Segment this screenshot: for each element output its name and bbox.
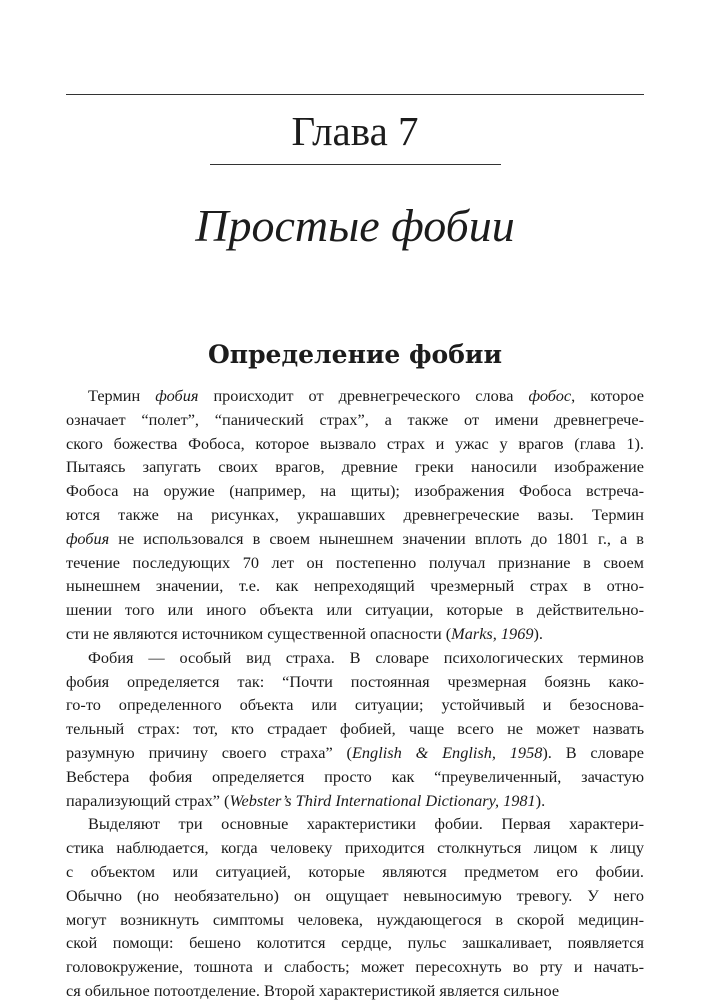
text-line [66,693,644,717]
text-span: головокружение, тошнота и слабость; может пересохнуть во рту и начать- [66,957,644,977]
text-line [66,574,644,598]
text-span: течение последующих 70 лет он постепенно получал признание в своем [66,552,644,572]
paragraph [66,646,644,813]
text-line [66,670,644,694]
text-span: означает “полет”, “панический страх”, а также от имени древнегрече- [66,409,644,429]
text-span: Пытаясь запугать своих врагов, древние греки наносили изображение [66,457,644,477]
text-span: разумную причину своего страха” ( [66,742,352,762]
text-line [66,598,644,622]
text-span: , которое [571,386,644,405]
paragraph [66,812,644,1002]
section-heading: Определение фобии [208,340,502,369]
text-line [66,551,644,575]
text-span: ). [533,623,543,643]
text-line [66,931,644,955]
text-span: тельный страх: тот, кто страдает фобией, чаще всего не может назвать [66,719,644,739]
paragraph [66,384,644,646]
text-line [66,622,644,646]
text-span: не использовался в своем нынешнем значении вплоть до 1801 г., а в [109,528,644,548]
text-line [66,955,644,979]
text-line [66,836,644,860]
text-line [66,812,644,836]
text-span: происходит от древнегреческого слова [198,386,529,405]
text-span: Вебстера фобия определяется просто как “преувеличенный, зачастую [66,766,644,786]
text-span: Фобия — особый вид страха. В словаре психологических терминов [88,647,644,667]
text-span: ются также на рисунках, украшавших древнегреческие вазы. Термин [66,504,644,524]
italic-text: Webster’s Third International Dictionary, 1981 [229,790,536,810]
body-text [66,384,644,1003]
text-line [66,408,644,432]
text-span: ского божества Фобоса, которое вызвало страх и ужас у врагов (глава 1). [66,433,644,453]
text-span: парализующий страх” ( [66,790,230,810]
chapter-title: Простые фобии [195,200,515,251]
text-span: Термин [88,386,156,405]
text-line [66,527,644,551]
text-line [66,979,644,1003]
text-span: шении того или иного объекта или ситуации, которые в действительно- [66,600,644,620]
text-span: го-то определенного объекта или ситуации; устойчивый и безоснова- [66,695,644,715]
text-line [66,908,644,932]
italic-text: Marks, 1969 [451,623,534,643]
text-span: ской помощи: бешено колотится сердце, пульс зашкаливает, появляется [66,933,644,953]
text-line [66,432,644,456]
text-line [66,717,644,741]
text-span: Выделяют три основные характеристики фобии. Первая характери- [88,814,644,834]
text-span: с объектом или ситуацией, которые являются предметом его фобии. [66,861,644,881]
text-line [66,455,644,479]
text-line [66,503,644,527]
text-span: Фобоса на оружие (например, на щиты); изображения Фобоса встреча- [66,481,644,501]
italic-text: фобия [66,528,110,548]
text-span: ся обильное потоотделение. Второй характеристикой является сильное [66,980,560,1000]
chapter-divider [210,164,501,165]
italic-text: фобия [155,386,199,405]
text-line [66,860,644,884]
text-span: ). В словаре [542,742,644,762]
italic-text: English & English, 1958 [351,742,543,762]
text-span: Обычно (но необязательно) он ощущает невыносимую тревогу. У него [66,885,644,905]
top-rule [66,94,644,95]
text-line [66,646,644,670]
text-span: могут возникнуть симптомы человека, нуждающегося в скорой медицин- [66,909,644,929]
text-line [66,765,644,789]
chapter-label: Глава 7 [291,108,419,154]
text-line [66,741,644,765]
text-line [66,384,644,408]
text-span: сти не являются источником существенной опасности ( [66,623,452,643]
text-line [66,884,644,908]
text-line [66,479,644,503]
text-span: ). [535,790,546,810]
text-span: нынешнем значении, т.е. как непреходящий чрезмерный страх в отно- [66,576,644,596]
text-span: стика наблюдается, когда человеку приходится столкнуться лицом к лицу [66,838,644,858]
text-span: фобия определяется так: “Почти постоянная чрезмерная боязнь како- [66,671,644,691]
text-line [66,789,644,813]
italic-text: фобос [528,386,572,405]
